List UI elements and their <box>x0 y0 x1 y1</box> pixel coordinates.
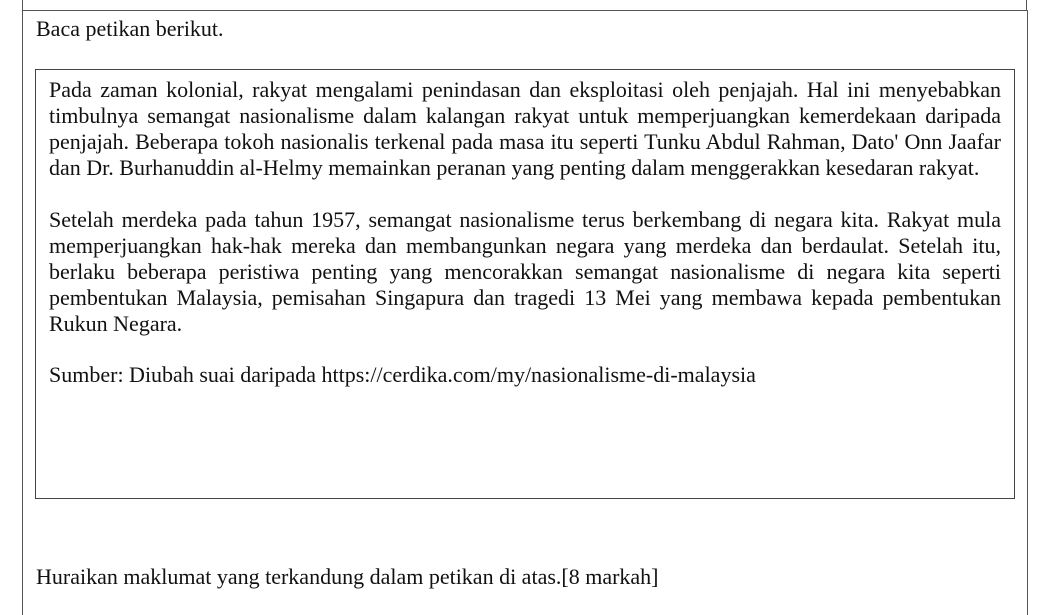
frame-top-left-tick <box>22 0 23 10</box>
passage-source: Sumber: Diubah suai daripada https://cerdika.com/my/nasionalisme-di-malaysia <box>49 362 756 387</box>
frame-top-right-tick <box>1026 0 1027 10</box>
passage-box <box>35 69 1015 499</box>
instruction-text: Baca petikan berikut. <box>36 16 224 41</box>
passage-paragraph-2: Setelah merdeka pada tahun 1957, semangat nasionalisme terus berkembang di negara kita. Rakyat mula memperjuangkan hak-hak mereka dan membangunkan negara yang merdeka dan berdaulat. Setelah itu, berlaku beberapa peristiwa penting yang mencorakkan semangat nasionalisme di negara kita seperti pembentukan Malaysia, pemisahan Singapura dan tragedi 13 Mei yang membawa kepada pembentukan Rukun Negara. <box>49 207 1001 336</box>
question-text: Huraikan maklumat yang terkandung dalam petikan di atas.[8 markah] <box>36 564 659 589</box>
passage-paragraph-1: Pada zaman kolonial, rakyat mengalami penindasan dan eksploitasi oleh penjajah. Hal ini menyebabkan timbulnya semangat nasionalisme dalam kalangan rakyat untuk memperjuangkan kemerdekaan daripada penjajah. Beberapa tokoh nasionalis terkenal pada masa itu seperti Tunku Abdul Rahman, Dato' Onn Jaafar dan Dr. Burhanuddin al-Helmy memainkan peranan yang penting dalam menggerakkan kesedaran rakyat. <box>49 77 1001 180</box>
